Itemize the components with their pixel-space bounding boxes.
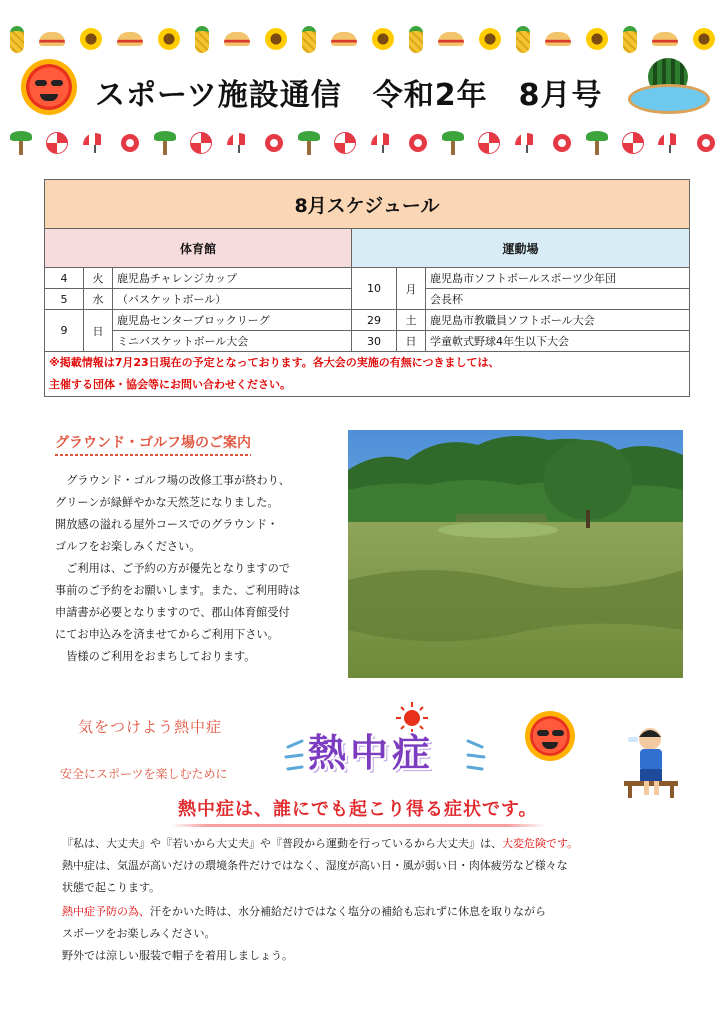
palm-tree-icon <box>442 131 464 155</box>
sunflower-icon <box>693 28 715 50</box>
pineapple-icon <box>516 26 530 53</box>
heatstroke-headline: 熱中症は、誰にでも起こり得る症状です。 <box>178 795 538 821</box>
text-line: ゴルフをお楽しみください。 <box>55 540 201 553</box>
beach-ball-icon <box>190 132 212 154</box>
gym-event: 鹿児島センターブロックリーグ <box>113 310 352 331</box>
swim-ring-icon <box>553 134 571 152</box>
sunflower-icon <box>265 28 287 50</box>
heatstroke-caution: 気をつけよう熱中症 <box>78 718 223 736</box>
sunflower-icon <box>158 28 180 50</box>
gym-weekday: 水 <box>84 289 113 310</box>
heatstroke-text-line <box>62 834 578 854</box>
gym-weekday: 火 <box>84 268 113 289</box>
field-day: 29 <box>352 310 397 331</box>
gym-day: 5 <box>45 289 84 310</box>
pineapple-icon <box>623 26 637 53</box>
gym-event: （バスケットボール） <box>113 289 352 310</box>
field-event-cont: 会長杯 <box>426 289 690 310</box>
boy-drinking-water-icon <box>620 725 682 799</box>
palm-tree-icon <box>154 131 176 155</box>
schedule-table <box>44 179 690 397</box>
heatstroke-text-line: 野外では涼しい服装で帽子を着用しましょう。 <box>62 949 293 962</box>
watermelon-tub-icon <box>628 58 710 124</box>
field-weekday: 土 <box>397 310 426 331</box>
palm-tree-icon <box>586 131 608 155</box>
beach-ball-icon <box>622 132 644 154</box>
beach-umbrella-icon <box>371 133 395 153</box>
gym-header: 体育館 <box>45 229 352 268</box>
ground-golf-course-photo <box>348 430 683 678</box>
straw-hat-icon <box>545 32 571 46</box>
sunflower-icon <box>586 28 608 50</box>
swim-ring-icon <box>697 134 715 152</box>
heatstroke-text-line: 熱中症は、気温が高いだけの環境条件だけではなく、湿度が高い日・風が弱い日・肉体疲労など様々な <box>62 859 568 872</box>
text-line: ご利用は、ご予約の方が優先となりますので <box>55 562 290 575</box>
text-span: 『私は、大丈夫』や『若いから大丈夫』や『普段から運動を行っているから大丈夫』は、 <box>62 837 502 850</box>
swim-ring-icon <box>265 134 283 152</box>
table-row <box>45 310 690 331</box>
beach-umbrella-icon <box>83 133 107 153</box>
gym-day: 9 <box>45 310 84 352</box>
gym-event-cont: ミニバスケットボール大会 <box>113 331 352 352</box>
heatstroke-text-line: 状態で起こります。 <box>62 881 161 894</box>
pineapple-icon <box>10 26 24 53</box>
gym-weekday: 日 <box>84 310 113 352</box>
field-header: 運動場 <box>352 229 690 268</box>
text-line: 皆様のご利用をおまちしております。 <box>55 650 256 663</box>
sweat-lines-icon <box>282 735 308 775</box>
swim-ring-icon <box>409 134 427 152</box>
heatstroke-text-line: スポーツをお楽しみください。 <box>62 927 216 940</box>
field-day: 10 <box>352 268 397 310</box>
straw-hat-icon <box>39 32 65 46</box>
page-title: スポーツ施設通信 令和2年 8月号 <box>95 78 603 113</box>
beach-umbrella-icon <box>658 133 682 153</box>
text-line: グリーンが緑鮮やかな天然芝になりました。 <box>55 496 279 509</box>
text-line: 開放感の溢れる屋外コースでのグラウンド・ <box>55 518 279 531</box>
sunflower-icon <box>372 28 394 50</box>
text-line: にてお申込みを済ませてからご利用下さい。 <box>55 628 279 641</box>
palm-tree-icon <box>10 131 32 155</box>
table-row <box>45 268 690 289</box>
ground-golf-title: グラウンド・ゴルフ場のご案内 <box>55 432 251 452</box>
straw-hat-icon <box>224 32 250 46</box>
field-event: 鹿児島市教職員ソフトボール大会 <box>426 310 690 331</box>
swim-ring-icon <box>121 134 139 152</box>
beach-border <box>10 128 715 158</box>
straw-hat-icon <box>652 32 678 46</box>
text-line: グラウンド・ゴルフ場の改修工事が終わり、 <box>55 474 290 487</box>
pineapple-icon <box>195 26 209 53</box>
pineapple-icon <box>409 26 423 53</box>
palm-tree-icon <box>298 131 320 155</box>
beach-umbrella-icon <box>515 133 539 153</box>
note-line: ※掲載情報は7月23日現在の予定となっております。各大会の実施の有無につきましては、 <box>49 356 500 369</box>
sun-character-icon <box>530 716 570 756</box>
top-summer-border <box>10 24 715 54</box>
gym-day: 4 <box>45 268 84 289</box>
field-event-line: 鹿児島市ソフトボールスポーツ少年団 <box>430 272 617 285</box>
text-line: 申請書が必要となりますので、郡山体育館受付 <box>55 606 290 619</box>
text-span: 汗をかいた時は、水分補給だけではなく塩分の補給も忘れずに休息を取りながら <box>150 905 546 918</box>
beach-ball-icon <box>478 132 500 154</box>
straw-hat-icon <box>438 32 464 46</box>
sunflower-icon <box>479 28 501 50</box>
field-event: 学童軟式野球4年生以下大会 <box>426 331 690 352</box>
table-row <box>45 331 690 352</box>
prevention-label: 熱中症予防の為、 <box>62 905 150 918</box>
note-line: 主催する団体・協会等にお問い合わせください。 <box>49 378 291 391</box>
ground-golf-text <box>55 470 345 668</box>
field-event <box>426 268 690 289</box>
straw-hat-icon <box>331 32 357 46</box>
beach-ball-icon <box>334 132 356 154</box>
schedule-note <box>45 352 690 397</box>
field-weekday: 月 <box>397 268 426 310</box>
text-line: 事前のご予約をお願いします。また、ご利用時は <box>55 584 301 597</box>
straw-hat-icon <box>117 32 143 46</box>
schedule-caption: 8月スケジュール <box>45 180 690 229</box>
field-day: 30 <box>352 331 397 352</box>
beach-ball-icon <box>46 132 68 154</box>
heatstroke-logo: 熱中症 <box>308 731 435 775</box>
warning-text: 大変危険です。 <box>502 837 579 850</box>
sun-character-icon <box>26 64 72 110</box>
heatstroke-text-line <box>62 902 546 922</box>
sweat-lines-icon <box>462 735 488 775</box>
heatstroke-subtitle: 安全にスポーツを楽しむために <box>60 767 228 781</box>
sunflower-icon <box>80 28 102 50</box>
pineapple-icon <box>302 26 316 53</box>
field-weekday: 日 <box>397 331 426 352</box>
gym-event: 鹿児島チャレンジカップ <box>113 268 352 289</box>
beach-umbrella-icon <box>227 133 251 153</box>
